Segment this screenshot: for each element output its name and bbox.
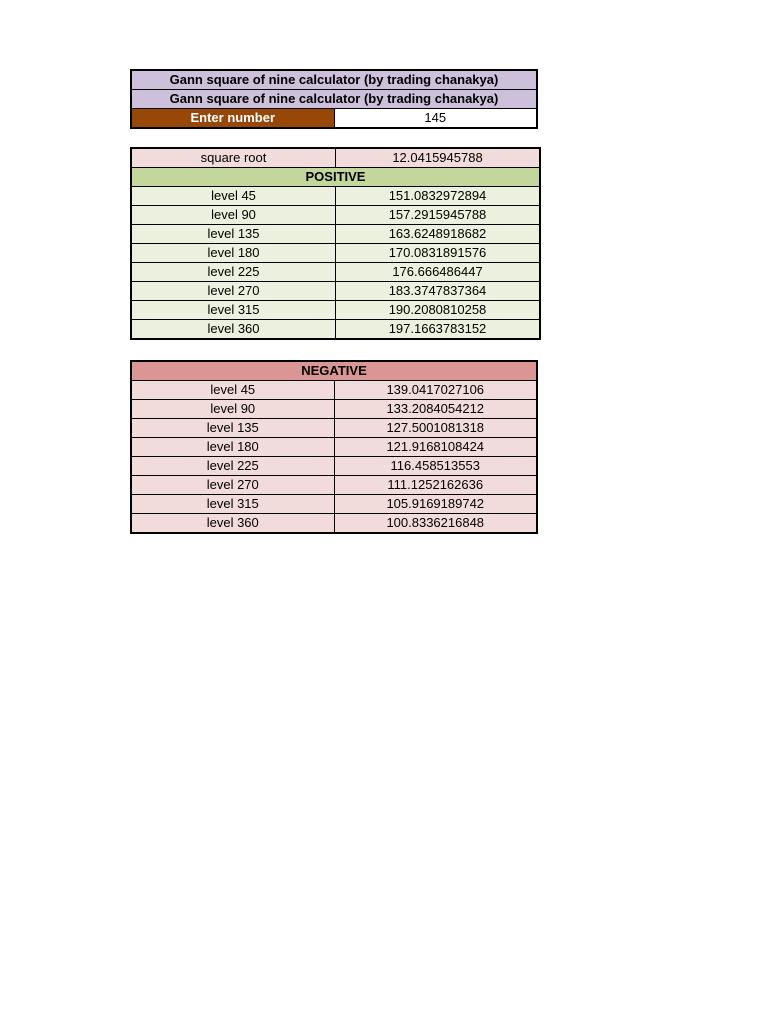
level-label: level 180 [131,438,334,457]
level-value: 163.6248918682 [336,225,541,244]
level-label: level 360 [131,320,336,340]
level-label: level 360 [131,514,334,534]
level-label: level 90 [131,400,334,419]
table-row [131,320,540,340]
level-label: level 270 [131,282,336,301]
level-label: level 135 [131,419,334,438]
table-row [131,301,540,320]
table-row [131,206,540,225]
table-row [131,495,537,514]
level-label: level 135 [131,225,336,244]
level-value: 100.8336216848 [334,514,537,534]
table-row [131,457,537,476]
header-table [130,69,538,129]
calculator-title: Gann square of nine calculator (by trading chanakya) [131,70,537,90]
level-value: 139.0417027106 [334,381,537,400]
enter-number-label: Enter number [131,109,334,129]
table-row [131,187,540,206]
level-label: level 225 [131,457,334,476]
level-label: level 315 [131,495,334,514]
level-value: 105.9169189742 [334,495,537,514]
level-value: 127.5001081318 [334,419,537,438]
level-value: 151.0832972894 [336,187,541,206]
table-row [131,514,537,534]
table-row [131,400,537,419]
negative-heading: NEGATIVE [131,361,537,381]
square-root-value: 12.0415945788 [336,148,541,168]
square-root-label: square root [131,148,336,168]
positive-levels-table [130,147,541,340]
table-row [131,282,540,301]
table-row [131,244,540,263]
level-label: level 270 [131,476,334,495]
level-value: 183.3747837364 [336,282,541,301]
level-value: 197.1663783152 [336,320,541,340]
table-row [131,438,537,457]
level-value: 190.2080810258 [336,301,541,320]
calculator-title-repeat: Gann square of nine calculator (by trading chanakya) [131,90,537,109]
table-row [131,419,537,438]
level-value: 176.666486447 [336,263,541,282]
level-value: 133.2084054212 [334,400,537,419]
level-value: 121.9168108424 [334,438,537,457]
level-label: level 45 [131,381,334,400]
level-value: 116.458513553 [334,457,537,476]
level-label: level 225 [131,263,336,282]
level-label: level 45 [131,187,336,206]
level-value: 170.0831891576 [336,244,541,263]
table-row [131,476,537,495]
level-label: level 180 [131,244,336,263]
level-value: 111.1252162636 [334,476,537,495]
table-row [131,381,537,400]
positive-heading: POSITIVE [131,168,540,187]
level-label: level 315 [131,301,336,320]
table-row [131,263,540,282]
enter-number-input[interactable]: 145 [334,109,537,129]
level-value: 157.2915945788 [336,206,541,225]
table-row [131,225,540,244]
negative-levels-table [130,360,538,534]
level-label: level 90 [131,206,336,225]
